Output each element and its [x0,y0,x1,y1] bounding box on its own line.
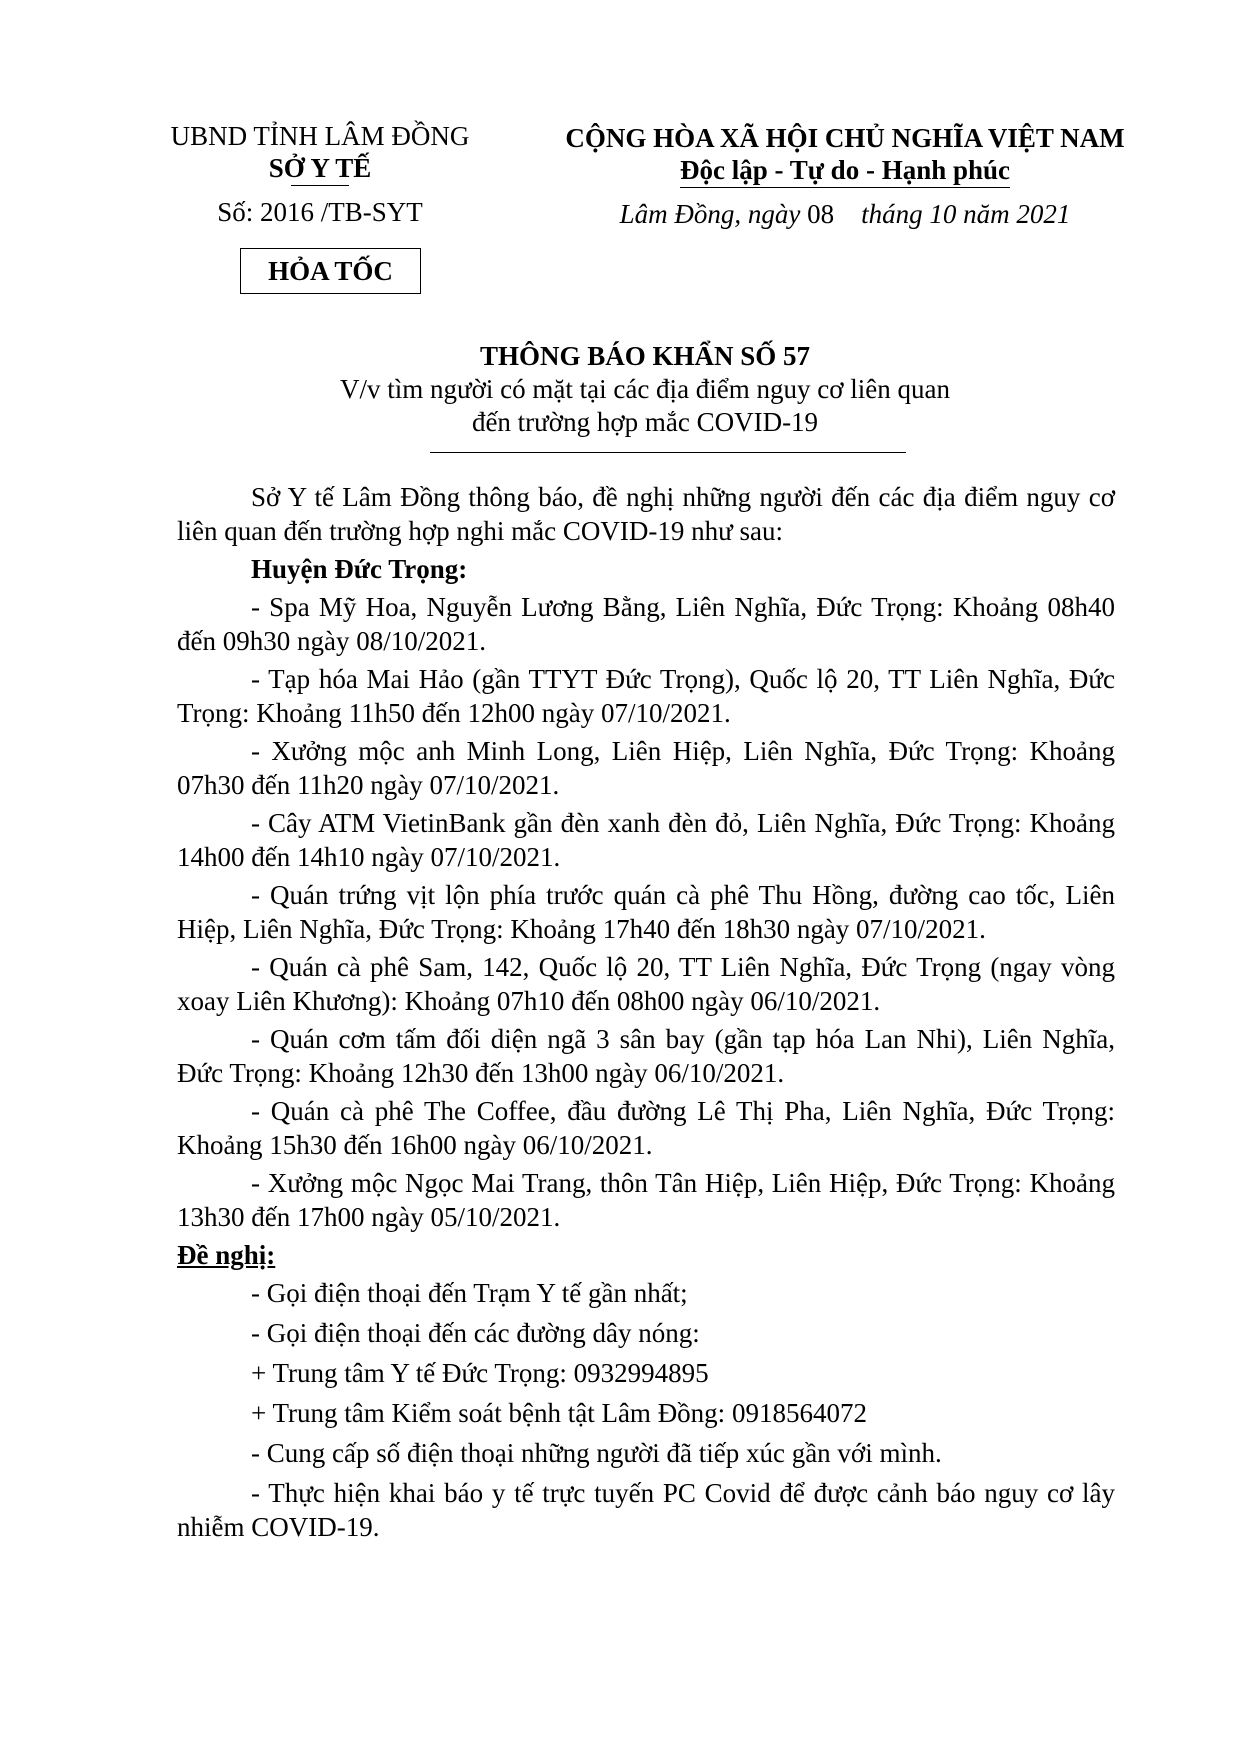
location-item: - Quán cà phê Sam, 142, Quốc lộ 20, TT Liên Nghĩa, Đức Trọng (ngay vòng xoay Liên Khương): Khoảng 07h10 đến 08h00 ngày 06/10/2021. [177,952,1115,1016]
urgency-stamp: HỎA TỐC [240,248,421,294]
request-item: - Gọi điện thoại đến các đường dây nóng: [251,1318,700,1348]
location-item: - Xưởng mộc Ngọc Mai Trang, thôn Tân Hiệp, Liên Hiệp, Đức Trọng: Khoảng 13h30 đến 17h00 ngày 05/10/2021. [177,1168,1115,1232]
request-item: - Cung cấp số điện thoại những người đã tiếp xúc gần với mình. [251,1438,942,1468]
location-item: - Quán trứng vịt lộn phía trước quán cà phê Thu Hồng, đường cao tốc, Liên Hiệp, Liên Nghĩa, Đức Trọng: Khoảng 17h40 đến 18h30 ngày 07/10/2021. [177,880,1115,944]
title-divider [430,452,906,453]
intro-paragraph: Sở Y tế Lâm Đồng thông báo, đề nghị những người đến các địa điểm nguy cơ liên quan đến trường hợp nghi mắc COVID-19 như sau: [177,482,1115,546]
date-day: 08 [807,199,835,229]
location-item: - Cây ATM VietinBank gần đèn xanh đèn đỏ, Liên Nghĩa, Đức Trọng: Khoảng 14h00 đến 14h10 ngày 07/10/2021. [177,808,1115,872]
location-item: - Tạp hóa Mai Hảo (gần TTYT Đức Trọng), Quốc lộ 20, TT Liên Nghĩa, Đức Trọng: Khoảng 11h50 đến 12h00 ngày 07/10/2021. [177,664,1115,728]
notice-body [177,480,1115,1548]
issue-date [545,198,1145,230]
date-suffix: tháng 10 năm 2021 [861,199,1071,229]
request-item: - Gọi điện thoại đến Trạm Y tế gần nhất; [251,1278,688,1308]
date-prefix: Lâm Đồng, ngày [619,199,801,229]
notice-title-block [175,340,1115,439]
location-item: - Quán cơm tấm đối diện ngã 3 sân bay (gần tạp hóa Lan Nhi), Liên Nghĩa, Đức Trọng: Khoảng 12h30 đến 13h00 ngày 06/10/2021. [177,1024,1115,1088]
motto-underline [680,187,1010,188]
hotline-item: + Trung tâm Y tế Đức Trọng: 0932994895 [251,1358,709,1388]
request-heading: Đề nghị: [177,1240,276,1270]
hotline-item: + Trung tâm Kiểm soát bệnh tật Lâm Đồng: 0918564072 [251,1398,867,1428]
subject-line-1: V/v tìm người có mặt tại các địa điểm nguy cơ liên quan [339,374,951,404]
agency-parent: UBND TỈNH LÂM ĐỒNG [170,121,470,151]
document-number: Số: 2016 /TB-SYT [217,197,423,227]
location-item: - Quán cà phê The Coffee, đầu đường Lê Thị Pha, Liên Nghĩa, Đức Trọng: Khoảng 15h30 đến 16h00 ngày 06/10/2021. [177,1096,1115,1160]
subject-line-2: đến trường hợp mắc COVID-19 [471,407,819,437]
notice-title: THÔNG BÁO KHẨN SỐ 57 [479,341,811,371]
agency-name [269,152,372,184]
national-title: CỘNG HÒA XÃ HỘI CHỦ NGHĨA VIỆT NAM [565,123,1125,153]
agency-name-text: SỞ Y TẾ [268,153,372,183]
district-heading: Huyện Đức Trọng: [251,554,468,584]
location-item: - Xưởng mộc anh Minh Long, Liên Hiệp, Liên Nghĩa, Đức Trọng: Khoảng 07h30 đến 11h20 ngày 07/10/2021. [177,736,1115,800]
national-motto: Độc lập - Tự do - Hạnh phúc [679,155,1011,185]
request-item: - Thực hiện khai báo y tế trực tuyến PC Covid để được cảnh báo nguy cơ lây nhiễm COVID-19. [177,1478,1115,1542]
location-item: - Spa Mỹ Hoa, Nguyễn Lương Bằng, Liên Nghĩa, Đức Trọng: Khoảng 08h40 đến 09h30 ngày 08/10/2021. [177,592,1115,656]
national-header-block [545,122,1145,230]
agency-underline [291,185,348,186]
motto-wrap [680,154,1010,186]
issuing-agency-block [170,120,470,228]
